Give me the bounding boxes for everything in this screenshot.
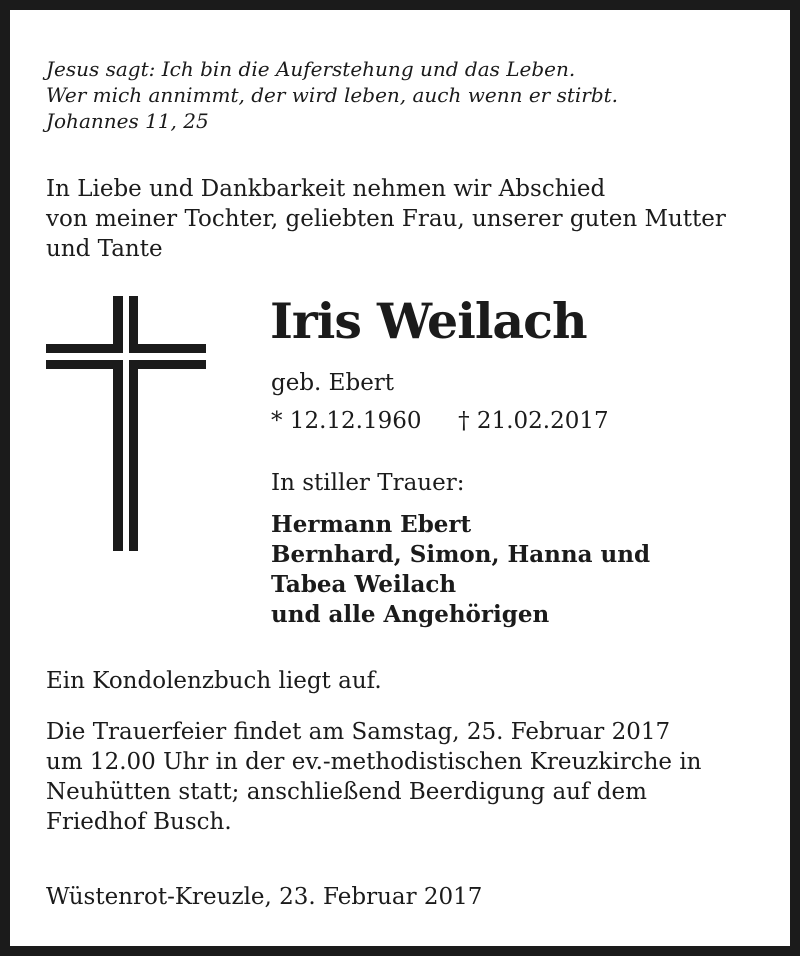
- mourner-line: und alle Angehörigen: [271, 601, 550, 628]
- mourner-line: Bernhard, Simon, Hanna und: [271, 541, 651, 568]
- deceased-name: Iris Weilach: [270, 292, 587, 350]
- birth-date: * 12.12.1960: [271, 408, 422, 434]
- cross-icon: [46, 296, 206, 551]
- life-dates: [271, 408, 609, 434]
- death-date: † 21.02.2017: [458, 408, 609, 434]
- mourners-list: [271, 510, 650, 630]
- funeral-line: Die Trauerfeier findet am Samstag, 25. Februar 2017: [46, 719, 671, 745]
- funeral-info: [46, 717, 702, 837]
- funeral-line: Neuhütten statt; anschließend Beerdigung auf dem: [46, 779, 647, 805]
- funeral-line: um 12.00 Uhr in der ev.-methodistischen Kreuzkirche in: [46, 749, 702, 775]
- intro-text: [46, 174, 726, 264]
- intro-line: von meiner Tochter, geliebten Frau, unserer guten Mutter: [46, 206, 726, 232]
- intro-line: und Tante: [46, 236, 163, 262]
- bible-quote: [46, 56, 618, 134]
- quote-line: Jesus sagt: Ich bin die Auferstehung und das Leben.: [46, 57, 576, 81]
- quote-line: Wer mich annimmt, der wird leben, auch wenn er stirbt.: [46, 83, 619, 107]
- place-date: Wüstenrot-Kreuzle, 23. Februar 2017: [46, 884, 483, 910]
- maiden-name: geb. Ebert: [271, 370, 395, 396]
- funeral-line: Friedhof Busch.: [46, 809, 232, 835]
- mourner-line: Hermann Ebert: [271, 511, 472, 538]
- mourner-line: Tabea Weilach: [271, 571, 457, 598]
- condolence-note: Ein Kondolenzbuch liegt auf.: [46, 668, 382, 694]
- intro-line: In Liebe und Dankbarkeit nehmen wir Abschied: [46, 176, 606, 202]
- mourners-heading: In stiller Trauer:: [271, 470, 465, 496]
- quote-reference: Johannes 11, 25: [46, 109, 209, 133]
